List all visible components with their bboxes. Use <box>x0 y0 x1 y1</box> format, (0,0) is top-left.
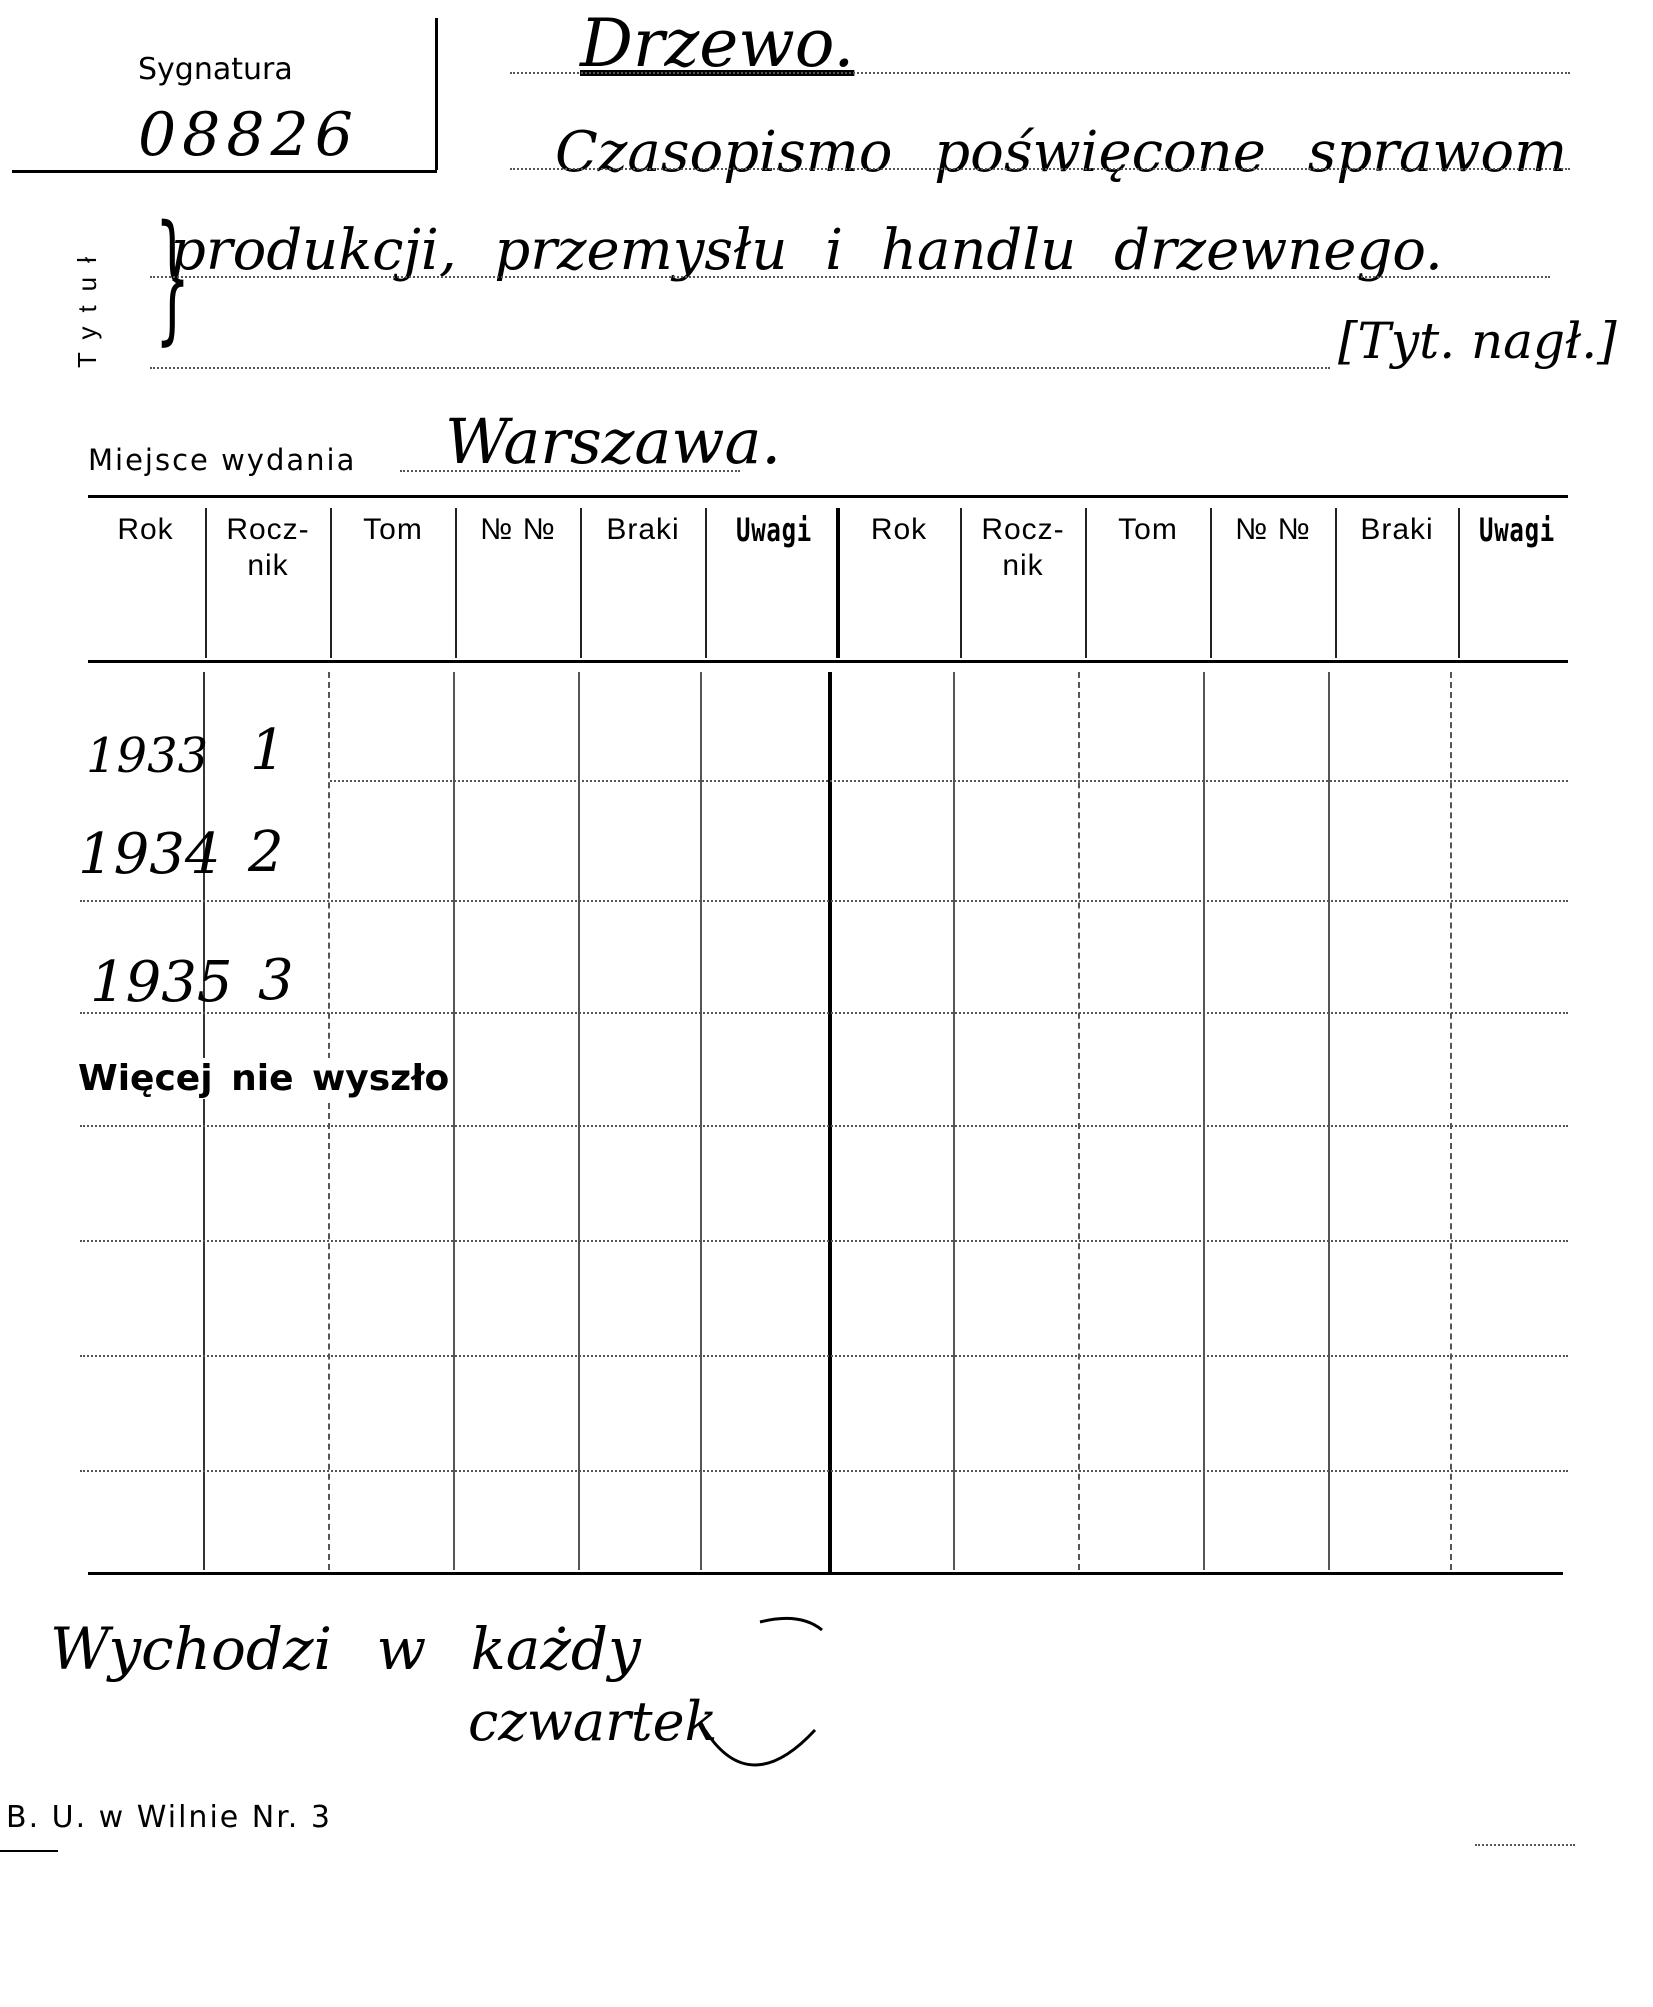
col-head-tom-2: Tom <box>1118 513 1178 546</box>
place-label: Miejsce wydania <box>88 443 357 477</box>
body-sep-5 <box>700 672 702 1570</box>
title-dotline-3 <box>150 276 1550 278</box>
tytul-side-text: Tytuł <box>72 243 102 368</box>
col-head-uwagi-1: Uwagi <box>735 511 812 549</box>
title-line2: produkcji, przemysłu i handlu drzewnego. <box>170 218 1443 283</box>
body-sep-7 <box>953 672 955 1570</box>
entry-rocznik: 2 <box>248 820 284 885</box>
col-head-uwagi-2: Uwagi <box>1478 511 1555 549</box>
tytul-brace: } <box>154 196 191 359</box>
body-sep-11 <box>1450 672 1452 1570</box>
entry-rok: 1934 <box>78 822 221 887</box>
head-sep-9 <box>1210 508 1212 658</box>
col-head-braki-1: Braki <box>606 513 680 546</box>
note-line2: czwartek <box>468 1690 718 1753</box>
footer-right-mark <box>1475 1844 1575 1846</box>
title-dotline-4 <box>150 367 1330 369</box>
sygnatura-box-bottom <box>12 170 437 173</box>
table-top-rule <box>88 495 1568 498</box>
entry-rok: 1935 <box>90 950 233 1015</box>
row-rule-4 <box>80 1125 1568 1127</box>
sygnatura-value: 08826 <box>138 100 359 170</box>
entry-rok: 1933 <box>86 728 209 784</box>
title-line1: Czasopismo poświęcone sprawom <box>555 120 1568 185</box>
col-head-rok-2: Rok <box>870 513 928 546</box>
place-value: Warszawa. <box>445 405 782 478</box>
body-sep-3 <box>453 672 455 1570</box>
entry-rocznik: 3 <box>258 948 294 1013</box>
body-sep-8 <box>1078 672 1080 1570</box>
title-dotline-1 <box>510 72 1570 74</box>
col-head-braki-2: Braki <box>1360 513 1434 546</box>
row-rule-1 <box>330 780 1568 782</box>
note-bracket-mark <box>690 1600 840 1800</box>
row-rule-2 <box>80 900 1568 902</box>
head-sep-3 <box>455 508 457 658</box>
col-head-numery-1: № № <box>480 513 556 546</box>
body-sep-middle <box>828 672 832 1572</box>
head-sep-8 <box>1085 508 1087 658</box>
head-sep-7 <box>960 508 962 658</box>
col-head-numery-2: № № <box>1235 513 1311 546</box>
head-sep-2 <box>330 508 332 658</box>
footer-imprint: B. U. w Wilnie Nr. 3 <box>6 1800 332 1835</box>
row-rule-7 <box>80 1470 1568 1472</box>
entry-rocznik: 1 <box>250 718 286 783</box>
sygnatura-box-right <box>435 18 438 170</box>
head-sep-10 <box>1335 508 1337 658</box>
sygnatura-label: Sygnatura <box>138 52 293 87</box>
body-sep-2 <box>328 672 330 1570</box>
table-bottom-rule <box>88 1572 1563 1575</box>
body-sep-10 <box>1328 672 1330 1570</box>
body-sep-1 <box>203 672 205 1570</box>
head-sep-4 <box>580 508 582 658</box>
col-head-rok-1: Rok <box>117 513 174 546</box>
title-main: Drzewo. <box>580 5 855 82</box>
tytul-side-label <box>72 243 103 368</box>
col-head-rocznik-2: Rocz- nik <box>981 513 1065 582</box>
place-dotline <box>400 470 740 472</box>
head-sep-1 <box>205 508 207 658</box>
row-rule-3 <box>80 1012 1568 1014</box>
table-header-rule <box>88 660 1568 663</box>
row-rule-6 <box>80 1355 1568 1357</box>
col-head-rocznik-1: Rocz- nik <box>226 513 310 582</box>
col-head-tom-1: Tom <box>363 513 423 546</box>
body-sep-4 <box>578 672 580 1570</box>
title-dotline-2 <box>510 168 1570 170</box>
row-rule-5 <box>80 1240 1568 1242</box>
footer-rule <box>0 1850 58 1852</box>
body-sep-9 <box>1203 672 1205 1570</box>
title-line3: [Tyt. nagł.] <box>1338 312 1617 370</box>
head-sep-11 <box>1458 508 1460 658</box>
stamp-wiecej-nie-wyszlo: Więcej nie wyszło <box>74 1058 453 1099</box>
head-sep-5 <box>705 508 707 658</box>
note-line1: Wychodzi w każdy <box>50 1615 641 1683</box>
